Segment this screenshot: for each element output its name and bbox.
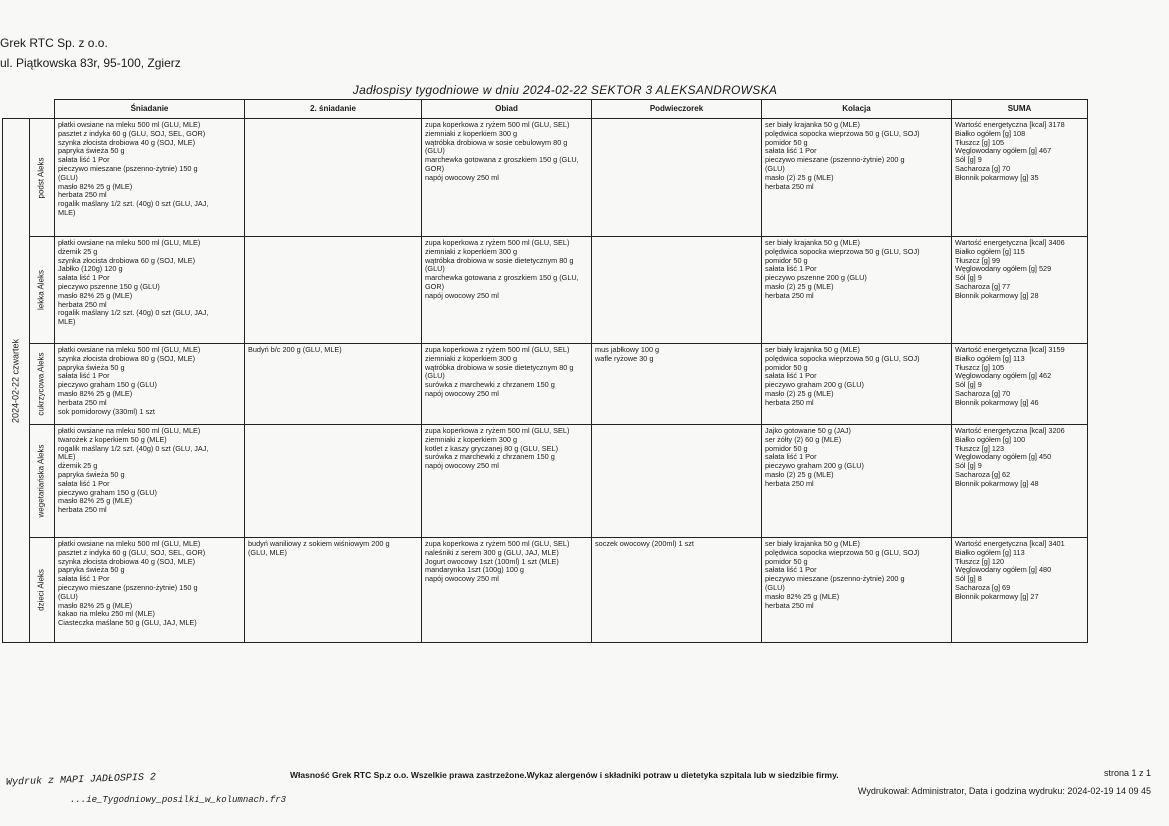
nutrition-line: Sacharoza [g] 70 [955, 388, 1011, 398]
sniadanie2-cell [245, 237, 422, 344]
meal-item: marchewka gotowana z groszkiem 150 g (GLU, [425, 155, 579, 165]
meal-item: masło (2) 25 g (MLE) [765, 388, 834, 398]
suma-cell [952, 425, 1088, 538]
obiad-cell [422, 237, 592, 344]
header-suma: SUMA [952, 100, 1088, 119]
meal-item: budyń waniliowy z sokiem wiśniowym 200 g [248, 539, 390, 548]
company-name: Grek RTC Sp. z o.o. [0, 36, 108, 50]
meal-item: szynka złocista drobiowa 60 g (SOJ, MLE) [58, 255, 196, 265]
meal-item: szynka złocista drobiowa 40 g (SOJ, MLE) [58, 556, 196, 566]
nutrition-line: Błonnik pokarmowy [g] 48 [955, 478, 1039, 488]
meal-item: Jogurt owocowy 1szt (100ml) 1 szt (MLE) [425, 556, 559, 566]
meal-item: sałata liść 1 Por [765, 146, 817, 156]
meal-item: zupa koperkowa z ryżem 500 ml (GLU, SEL) [425, 539, 570, 548]
meal-item: herbata 250 ml [765, 181, 814, 191]
table-row [3, 538, 1088, 643]
nutrition-line: Węglowodany ogółem [g] 529 [955, 264, 1052, 274]
meal-item: rogalik maślany 1/2 szt. (40g) 0 szt (GLU, JAJ, [58, 199, 209, 209]
nutrition-line: Błonnik pokarmowy [g] 28 [955, 290, 1039, 300]
meal-item: (GLU, MLE) [248, 547, 287, 557]
meal-item: pieczywo graham 200 g (GLU) [765, 380, 864, 390]
meal-item: papryka świeża 50 g [58, 565, 125, 575]
meal-item: sałata liść 1 Por [58, 273, 110, 283]
meal-item: sałata liść 1 Por [765, 371, 817, 381]
company-address: ul. Piątkowska 83r, 95-100, Zgierz [0, 56, 181, 70]
meal-item: masło 82% 25 g (MLE) [58, 181, 133, 191]
sniadanie-cell [55, 538, 245, 643]
meal-item: rogalik maślany 1/2 szt. (40g) 0 szt (GLU, JAJ, [58, 443, 209, 453]
meal-item: płatki owsiane na mleku 500 ml (GLU, MLE) [58, 120, 201, 129]
meal-item: (GLU) [765, 582, 785, 592]
meal-item: ser biały krajanka 50 g (MLE) [765, 345, 860, 354]
meal-item: herbata 250 ml [58, 505, 107, 515]
meal-item: pasztet z indyka 60 g (GLU, SOJ, SEL, GOR) [58, 128, 206, 138]
page-number: strona 1 z 1 [1103, 768, 1151, 778]
meal-item: Jajko gotowane 50 g (JAJ) [765, 426, 851, 435]
meal-item: pieczywo pszenne 200 g (GLU) [765, 273, 867, 283]
meal-item: sałata liść 1 Por [765, 452, 817, 462]
meal-item: ser żółty (2) 60 g (MLE) [765, 434, 842, 444]
printed-by: Wydrukował: Administrator, Data i godzina wydruku: 2024-02-19 14 09 45 [857, 786, 1151, 796]
sniadanie-cell [55, 425, 245, 538]
meal-item: masło 82% 25 g (MLE) [765, 591, 840, 601]
meal-item: płatki owsiane na mleku 500 ml (GLU, MLE) [58, 539, 201, 548]
nutrition-line: Białko ogółem [g] 113 [955, 353, 1025, 363]
obiad-cell [422, 425, 592, 538]
meal-item: herbata 250 ml [58, 397, 107, 407]
meal-item: masło (2) 25 g (MLE) [765, 172, 834, 182]
nutrition-line: Błonnik pokarmowy [g] 27 [955, 591, 1039, 601]
nutrition-line: Węglowodany ogółem [g] 462 [955, 371, 1052, 381]
obiad-cell [422, 344, 592, 425]
meal-item: (GLU) [765, 163, 785, 173]
nutrition-line: Sól [g] 9 [955, 380, 982, 390]
meal-item: (GLU) [58, 591, 78, 601]
diet-cell [30, 237, 55, 344]
meal-item: masło 82% 25 g (MLE) [58, 290, 133, 300]
meal-item: masło (2) 25 g (MLE) [765, 281, 834, 291]
meal-item: pieczywo pszenne 150 g (GLU) [58, 281, 160, 291]
podwieczorek-cell [592, 237, 762, 344]
sniadanie-cell [55, 119, 245, 237]
meal-item: pieczywo graham 150 g (GLU) [58, 487, 157, 497]
nutrition-line: Wartość energetyczna [kcal] 3178 [955, 120, 1065, 129]
sniadanie-cell [55, 344, 245, 425]
meal-item: napój owocowy 250 ml [425, 290, 499, 300]
meal-item: masło 82% 25 g (MLE) [58, 496, 133, 506]
meal-item: pieczywo mieszane (pszenno-żytnie) 200 g [765, 155, 905, 165]
nutrition-line: Błonnik pokarmowy [g] 35 [955, 172, 1039, 182]
header-row [3, 100, 1088, 119]
diet-cell [30, 425, 55, 538]
meal-item: masło 82% 25 g (MLE) [58, 388, 133, 398]
diet-cell [30, 538, 55, 643]
meal-item: wątróbka drobiowa w sosie dietetycznym 80 g [425, 362, 574, 372]
copyright-notice: Własność Grek RTC Sp.z o.o. Wszelkie prawa zastrzeżone.Wykaz alergenów i składniki potraw u dietetyka szpitala lub w siedzibie firmy. [290, 770, 839, 780]
meal-item: sałata liść 1 Por [58, 155, 110, 165]
meal-item: zupa koperkowa z ryżem 500 ml (GLU, SEL) [425, 238, 570, 247]
meal-item: wątróbka drobiowa w sosie cebulowym 80 g [425, 137, 568, 147]
meal-item: MLE) [58, 317, 76, 327]
meal-item: napój owocowy 250 ml [425, 388, 499, 398]
meal-item: pieczywo mieszane (pszenno-żytnie) 150 g [58, 582, 198, 592]
meal-item: marchewka gotowana z groszkiem 150 g (GLU, [425, 273, 579, 283]
meal-item: pomidor 50 g [765, 255, 808, 265]
meal-item: ser biały krajanka 50 g (MLE) [765, 539, 860, 548]
menu-table [2, 99, 1088, 643]
kolacja-cell [762, 237, 952, 344]
sniadanie-cell [55, 237, 245, 344]
nutrition-line: Węglowodany ogółem [g] 480 [955, 565, 1052, 575]
nutrition-line: Sacharoza [g] 77 [955, 281, 1011, 291]
company-header [0, 33, 181, 73]
table-row [3, 237, 1088, 344]
meal-item: herbata 250 ml [58, 190, 107, 200]
diet-label: lekka Aleks [36, 269, 46, 311]
meal-item: polędwica sopocka wieprzowa 50 g (GLU, SOJ) [765, 246, 920, 256]
meal-item: soczek owocowy (200ml) 1 szt [595, 539, 694, 548]
meal-item: Budyń b/c 200 g (GLU, MLE) [248, 345, 342, 354]
nutrition-line: Sól [g] 9 [955, 273, 982, 283]
meal-item: MLE) [58, 452, 76, 462]
obiad-cell [422, 538, 592, 643]
diet-label: wegetariańska Aleks [36, 444, 46, 518]
podwieczorek-cell [592, 344, 762, 425]
meal-item: płatki owsiane na mleku 500 ml (GLU, MLE) [58, 426, 201, 435]
meal-item: naleśniki z serem 300 g (GLU, JAJ, MLE) [425, 547, 559, 557]
meal-item: papryka świeża 50 g [58, 146, 125, 156]
meal-item: ser biały krajanka 50 g (MLE) [765, 238, 860, 247]
meal-item: sałata liść 1 Por [765, 565, 817, 575]
meal-item: szynka złocista drobiowa 40 g (SOJ, MLE) [58, 137, 196, 147]
meal-item: papryka świeża 50 g [58, 362, 125, 372]
meal-item: sok pomidorowy (330ml) 1 szt [58, 406, 155, 416]
nutrition-line: Sól [g] 9 [955, 155, 982, 165]
nutrition-line: Węglowodany ogółem [g] 450 [955, 452, 1052, 462]
diet-label: dzieci Aleks [36, 569, 46, 611]
meal-item: dżemik 25 g [58, 461, 98, 471]
meal-item: sałata liść 1 Por [58, 478, 110, 488]
nutrition-line: Tłuszcz [g] 99 [955, 255, 1001, 265]
suma-cell [952, 119, 1088, 237]
sniadanie2-cell [245, 119, 422, 237]
podwieczorek-cell [592, 425, 762, 538]
diet-cell [30, 119, 55, 237]
meal-item: napój owocowy 250 ml [425, 172, 499, 182]
meal-item: MLE) [58, 207, 76, 217]
suma-cell [952, 538, 1088, 643]
meal-item: wątróbka drobiowa w sosie dietetycznym 80 g [425, 255, 574, 265]
meal-item: zupa koperkowa z ryżem 500 ml (GLU, SEL) [425, 345, 570, 354]
sniadanie2-cell [245, 344, 422, 425]
table-row [3, 344, 1088, 425]
nutrition-line: Wartość energetyczna [kcal] 3159 [955, 345, 1065, 354]
meal-item: herbata 250 ml [765, 478, 814, 488]
nutrition-line: Sól [g] 8 [955, 574, 982, 584]
meal-item: wafle ryżowe 30 g [595, 353, 654, 363]
meal-item: masło (2) 25 g (MLE) [765, 469, 834, 479]
kolacja-cell [762, 538, 952, 643]
nutrition-line: Sacharoza [g] 70 [955, 163, 1011, 173]
nutrition-line: Wartość energetyczna [kcal] 3406 [955, 238, 1065, 247]
nutrition-line: Tłuszcz [g] 105 [955, 362, 1005, 372]
podwieczorek-cell [592, 119, 762, 237]
suma-cell [952, 237, 1088, 344]
nutrition-line: Białko ogółem [g] 108 [955, 128, 1026, 138]
meal-item: polędwica sopocka wieprzowa 50 g (GLU, SOJ) [765, 353, 920, 363]
meal-item: ser biały krajanka 50 g (MLE) [765, 120, 860, 129]
meal-item: pieczywo graham 200 g (GLU) [765, 461, 864, 471]
podwieczorek-cell [592, 538, 762, 643]
nutrition-line: Błonnik pokarmowy [g] 46 [955, 397, 1039, 407]
meal-item: pieczywo graham 150 g (GLU) [58, 380, 157, 390]
meal-item: ziemniaki z koperkiem 300 g [425, 353, 518, 363]
suma-cell [952, 344, 1088, 425]
table-row [3, 119, 1088, 237]
nutrition-line: Wartość energetyczna [kcal] 3206 [955, 426, 1065, 435]
obiad-cell [422, 119, 592, 237]
diet-cell [30, 344, 55, 425]
meal-item: pomidor 50 g [765, 556, 808, 566]
nutrition-line: Sól [g] 9 [955, 461, 982, 471]
meal-item: szynka złocista drobiowa 80 g (SOJ, MLE) [58, 353, 196, 363]
meal-item: pomidor 50 g [765, 443, 808, 453]
meal-item: dżemik 25 g [58, 246, 98, 256]
nutrition-line: Tłuszcz [g] 105 [955, 137, 1005, 147]
sniadanie2-cell [245, 538, 422, 643]
meal-item: ziemniaki z koperkiem 300 g [425, 246, 518, 256]
meal-item: (GLU) [425, 371, 445, 381]
nutrition-line: Białko ogółem [g] 115 [955, 246, 1025, 256]
meal-item: pieczywo mieszane (pszenno-żytnie) 150 g [58, 163, 198, 173]
meal-item: kakao na mleku 250 ml (MLE) [58, 609, 155, 619]
meal-item: pomidor 50 g [765, 137, 808, 147]
print-source: Wydruk z MAPI JADŁOSPIS 2 [5, 772, 157, 789]
date-cell [3, 119, 30, 643]
nutrition-line: Tłuszcz [g] 120 [955, 556, 1005, 566]
meal-item: pieczywo mieszane (pszenno-żytnie) 200 g [765, 574, 905, 584]
meal-item: zupa koperkowa z ryżem 500 ml (GLU, SEL) [425, 426, 570, 435]
sniadanie2-cell [245, 425, 422, 538]
meal-item: herbata 250 ml [765, 290, 814, 300]
meal-item: GOR) [425, 281, 445, 291]
meal-item: pasztet z indyka 60 g (GLU, SOJ, SEL, GOR) [58, 547, 206, 557]
meal-item: (GLU) [425, 146, 445, 156]
meal-item: masło 82% 25 g (MLE) [58, 600, 133, 610]
meal-item: napój owocowy 250 ml [425, 574, 499, 584]
header-obiad: Obiad [422, 100, 592, 119]
meal-item: płatki owsiane na mleku 500 ml (GLU, MLE) [58, 345, 201, 354]
meal-item: sałata liść 1 Por [58, 574, 110, 584]
table-row [3, 425, 1088, 538]
date-label: 2024-02-22 czwartek [10, 338, 21, 423]
meal-item: polędwica sopocka wieprzowa 50 g (GLU, SOJ) [765, 128, 920, 138]
report-file: ...ie_Tygodniowy_posilki_w_kolumnach.fr3 [70, 795, 287, 805]
meal-item: surówka z marchewki z chrzanem 150 g [425, 452, 555, 462]
meal-item: herbata 250 ml [58, 299, 107, 309]
meal-item: płatki owsiane na mleku 500 ml (GLU, MLE) [58, 238, 201, 247]
meal-item: papryka świeża 50 g [58, 469, 125, 479]
meal-item: kotlet z kaszy gryczanej 80 g (GLU, SEL) [425, 443, 559, 453]
header-kolacja: Kolacja [762, 100, 952, 119]
meal-item: Jabłko (120g) 120 g [58, 264, 123, 274]
meal-item: herbata 250 ml [765, 397, 814, 407]
kolacja-cell [762, 119, 952, 237]
page-title: Jadłospisy tygodniowe w dniu 2024-02-22 SEKTOR 3 ALEKSANDROWSKA [352, 83, 778, 97]
meal-item: (GLU) [58, 172, 78, 182]
meal-item: mandarynka 1szt (100g) 100 g [425, 565, 524, 575]
nutrition-line: Białko ogółem [g] 113 [955, 547, 1025, 557]
header-2-sniadanie: 2. śniadanie [245, 100, 422, 119]
meal-item: rogalik maślany 1/2 szt. (40g) 0 szt (GLU, JAJ, [58, 308, 209, 318]
nutrition-line: Węglowodany ogółem [g] 467 [955, 146, 1052, 156]
meal-item: mus jabłkowy 100 g [595, 345, 660, 354]
meal-item: Ciasteczka maślane 50 g (GLU, JAJ, MLE) [58, 618, 197, 628]
meal-item: polędwica sopocka wieprzowa 50 g (GLU, SOJ) [765, 547, 920, 557]
meal-item: ziemniaki z koperkiem 300 g [425, 128, 518, 138]
meal-item: GOR) [425, 163, 445, 173]
kolacja-cell [762, 425, 952, 538]
meal-item: surówka z marchewki z chrzanem 150 g [425, 380, 555, 390]
header-sniadanie: Śniadanie [55, 100, 245, 119]
nutrition-line: Tłuszcz [g] 123 [955, 443, 1005, 453]
meal-item: pomidor 50 g [765, 362, 808, 372]
kolacja-cell [762, 344, 952, 425]
meal-item: (GLU) [425, 264, 445, 274]
nutrition-line: Sacharoza [g] 69 [955, 582, 1011, 592]
diet-label: podst Aleks [36, 157, 46, 198]
meal-item: zupa koperkowa z ryżem 500 ml (GLU, SEL) [425, 120, 570, 129]
header-podwieczorek: Podwieczorek [592, 100, 762, 119]
meal-item: twarożek z koperkiem 50 g (MLE) [58, 434, 167, 444]
diet-label: cukrzycowa Aleks [36, 352, 46, 416]
nutrition-line: Sacharoza [g] 62 [955, 469, 1011, 479]
nutrition-line: Wartość energetyczna [kcal] 3401 [955, 539, 1065, 548]
meal-item: herbata 250 ml [765, 600, 814, 610]
meal-item: sałata liść 1 Por [765, 264, 817, 274]
meal-item: sałata liść 1 Por [58, 371, 110, 381]
meal-item: ziemniaki z koperkiem 300 g [425, 434, 518, 444]
nutrition-line: Białko ogółem [g] 100 [955, 434, 1026, 444]
meal-item: napój owocowy 250 ml [425, 461, 499, 471]
